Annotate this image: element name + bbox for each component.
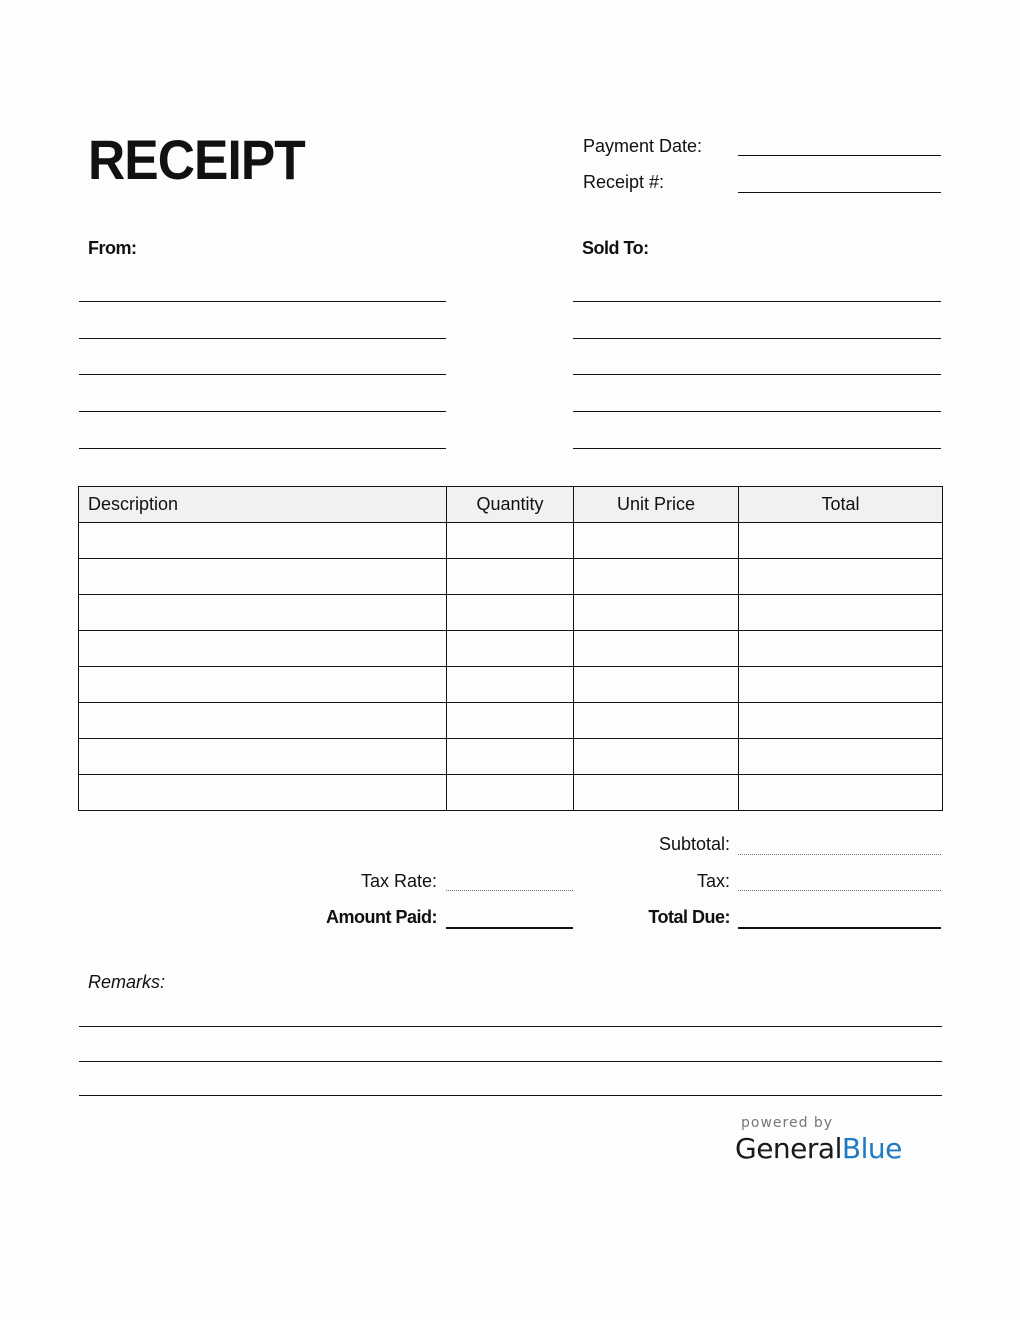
tax-label: Tax: [696,871,730,891]
table-row [79,703,943,739]
table-row [79,667,943,703]
total-cell[interactable] [739,775,943,811]
sold-to-line-1[interactable] [573,301,941,302]
total-cell[interactable] [739,523,943,559]
table-row [79,775,943,811]
powered-by-text: powered by [741,1115,834,1131]
unit-price-cell[interactable] [574,739,739,775]
from-line-3[interactable] [79,374,446,375]
unit-price-cell[interactable] [574,523,739,559]
column-header-description: Description [79,487,447,523]
description-cell[interactable] [79,595,447,631]
payment-date-field[interactable] [738,155,941,156]
total-cell[interactable] [739,595,943,631]
quantity-cell[interactable] [447,631,574,667]
total-cell[interactable] [739,739,943,775]
total-cell[interactable] [739,703,943,739]
sold-to-line-4[interactable] [573,411,941,412]
description-cell[interactable] [79,739,447,775]
subtotal-label: Subtotal: [658,834,730,854]
payment-date-label: Payment Date: [583,136,703,156]
quantity-cell[interactable] [447,559,574,595]
remarks-line-3[interactable] [79,1095,942,1096]
brand-blue: Blue [841,1132,902,1165]
amount-paid-field[interactable] [446,927,573,929]
description-cell[interactable] [79,775,447,811]
total-due-field[interactable] [738,927,941,929]
description-cell[interactable] [79,703,447,739]
receipt-number-field[interactable] [738,192,941,193]
total-cell[interactable] [739,559,943,595]
unit-price-cell[interactable] [574,667,739,703]
table-header-row [79,487,943,523]
table-row [79,739,943,775]
from-line-2[interactable] [79,338,446,339]
from-line-1[interactable] [79,301,446,302]
quantity-cell[interactable] [447,739,574,775]
remarks-line-1[interactable] [79,1026,942,1027]
total-cell[interactable] [739,667,943,703]
sold-to-line-5[interactable] [573,448,941,449]
tax-rate-label: Tax Rate: [360,871,437,891]
table-row [79,595,943,631]
quantity-cell[interactable] [447,775,574,811]
quantity-cell[interactable] [447,595,574,631]
receipt-number-label: Receipt #: [583,172,665,192]
table-row [79,559,943,595]
table-row [79,523,943,559]
generalblue-logo [735,1132,902,1165]
brand-general: General [735,1132,842,1165]
quantity-cell[interactable] [447,523,574,559]
items-table [78,486,943,811]
total-cell[interactable] [739,631,943,667]
tax-rate-field[interactable] [446,890,573,891]
from-line-5[interactable] [79,448,446,449]
subtotal-field[interactable] [738,854,941,855]
remarks-line-2[interactable] [79,1061,942,1062]
document-title: RECEIPT [88,128,305,191]
unit-price-cell[interactable] [574,595,739,631]
amount-paid-label: Amount Paid: [326,907,437,927]
tax-field[interactable] [738,890,941,891]
column-header-quantity: Quantity [447,487,574,523]
from-line-4[interactable] [79,411,446,412]
table-row [79,631,943,667]
description-cell[interactable] [79,667,447,703]
description-cell[interactable] [79,559,447,595]
unit-price-cell[interactable] [574,775,739,811]
sold-to-label: Sold To: [582,238,649,258]
quantity-cell[interactable] [447,703,574,739]
description-cell[interactable] [79,631,447,667]
remarks-label: Remarks: [88,972,166,992]
sold-to-line-3[interactable] [573,374,941,375]
total-due-label: Total Due: [648,907,730,927]
sold-to-line-2[interactable] [573,338,941,339]
unit-price-cell[interactable] [574,559,739,595]
column-header-total: Total [739,487,943,523]
quantity-cell[interactable] [447,667,574,703]
from-label: From: [88,238,137,258]
unit-price-cell[interactable] [574,631,739,667]
description-cell[interactable] [79,523,447,559]
column-header-unit-price: Unit Price [574,487,739,523]
unit-price-cell[interactable] [574,703,739,739]
